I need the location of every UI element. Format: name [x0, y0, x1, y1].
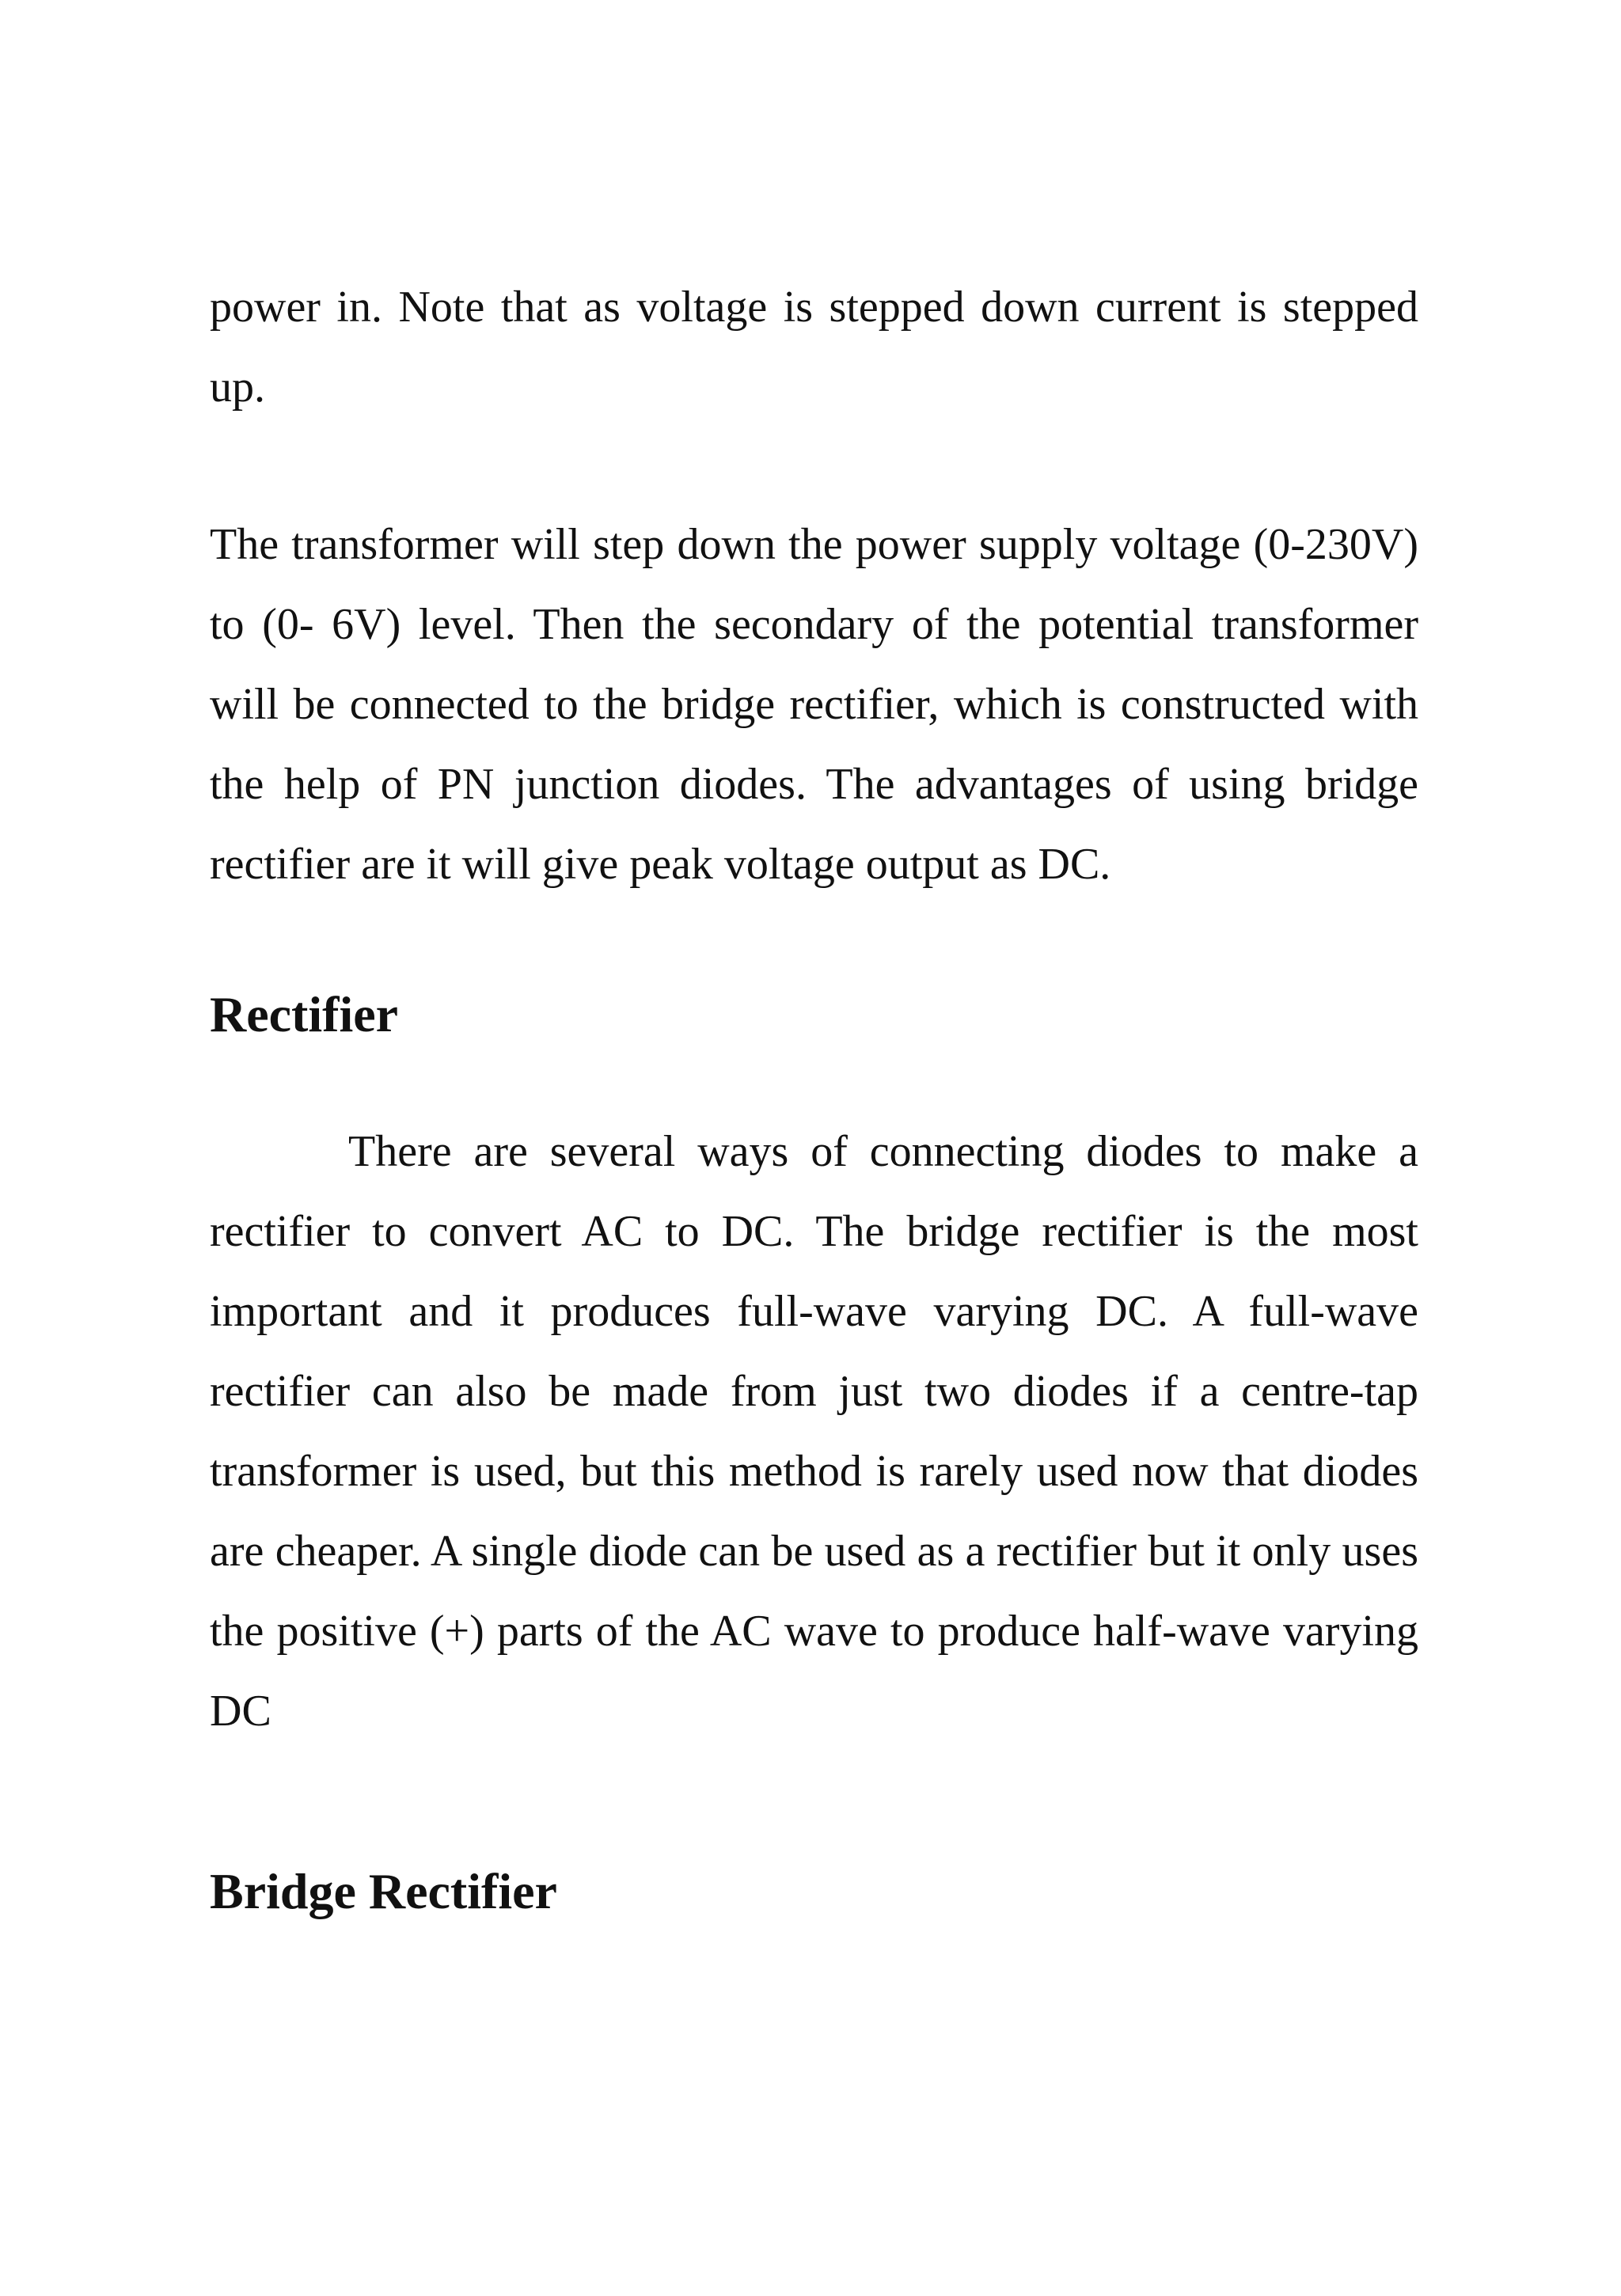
paragraph-transformer: The transformer will step down the power supply voltage (0-230V) to (0- 6V) level. Then the secondary of the potential transformer will be connected to the bridge rectifier, which is constructed with the help of PN junction diodes. The advantages of using bridge rectifier are it will give peak voltage output as DC. — [210, 520, 1418, 889]
paragraph-rectifier: There are several ways of connecting diodes to make a rectifier to convert AC to DC. The bridge rectifier is the most important and it produces full-wave varying DC. A full-wave rectifier can also be made from just two diodes if a centre-tap transformer is used, but this method is rarely used now that diodes are cheaper. A single diode can be used as a rectifier but it only uses the positive (+) parts of the AC wave to produce half-wave varying DC — [210, 1127, 1418, 1736]
paragraph-power-continuation: power in. Note that as voltage is stepped down current is stepped up. — [210, 283, 1418, 412]
heading-rectifier: Rectifier — [210, 986, 399, 1042]
heading-bridge-rectifier: Bridge Rectifier — [210, 1863, 557, 1919]
